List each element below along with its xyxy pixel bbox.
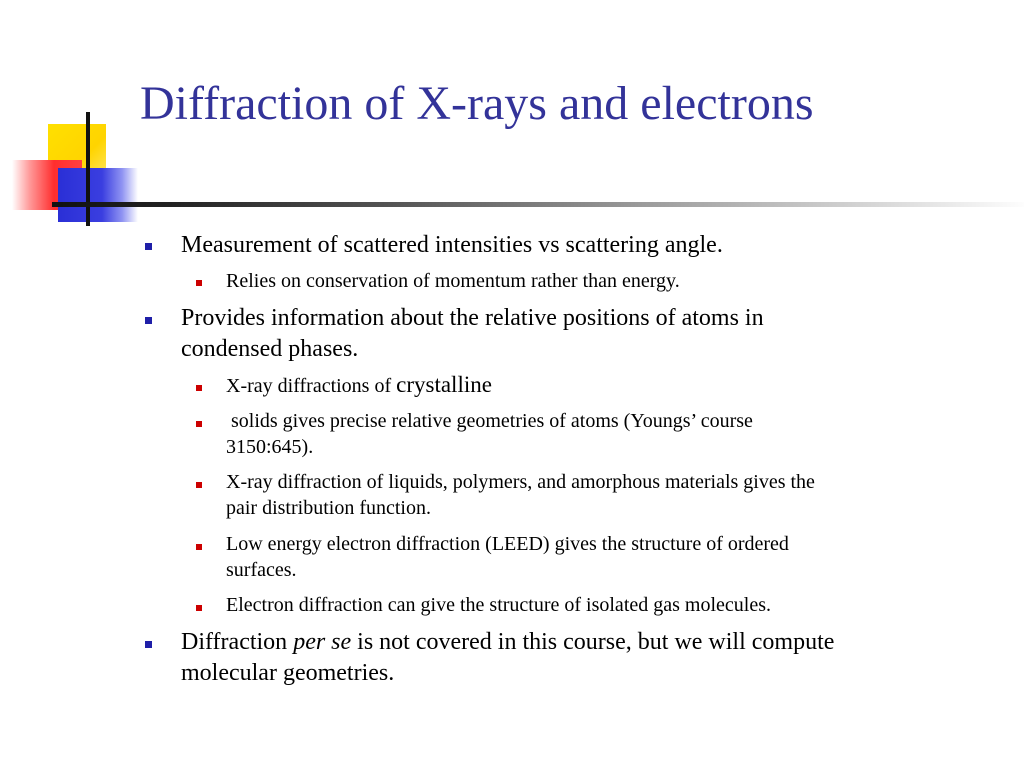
title-underline-rule bbox=[52, 202, 1024, 207]
bullet-marker-level1 bbox=[145, 641, 152, 648]
bullet-marker-level1 bbox=[145, 317, 152, 324]
decorative-logo bbox=[0, 0, 140, 230]
bullet-marker-level2 bbox=[196, 544, 202, 550]
bullet-marker-level2 bbox=[196, 280, 202, 286]
bullet-marker-level2 bbox=[196, 385, 202, 391]
bullet-level1-positions bbox=[181, 303, 981, 365]
bullet-marker-level2 bbox=[196, 605, 202, 611]
blue-square-decoration bbox=[58, 168, 138, 222]
bullet-text: Diffraction bbox=[181, 629, 294, 655]
bullet-marker-level2 bbox=[196, 482, 202, 488]
bullet-line: molecular geometries. bbox=[181, 660, 395, 686]
bullet-text: X-ray diffractions of bbox=[226, 375, 397, 397]
bullet-level2-leed bbox=[226, 531, 996, 583]
bullet-marker-level1 bbox=[145, 243, 152, 250]
bullet-line: solids gives precise relative geometries of atoms (Youngs’ course bbox=[226, 410, 753, 432]
bullet-level2-liquids bbox=[226, 469, 996, 521]
slide-title: Diffraction of X-rays and electrons bbox=[140, 77, 814, 130]
bullet-line: pair distribution function. bbox=[226, 497, 431, 519]
bullet-line: X-ray diffraction of liquids, polymers, and amorphous materials gives the bbox=[226, 471, 815, 493]
bullet-text: is not covered in this course, but we will compute bbox=[351, 629, 835, 655]
bullet-level1-diffraction-per-se bbox=[181, 627, 981, 689]
bullet-line: condensed phases. bbox=[181, 336, 359, 362]
bullet-text-italic: per se bbox=[293, 629, 352, 655]
bullet-line: 3150:645). bbox=[226, 436, 314, 458]
bullet-line: Low energy electron diffraction (LEED) gives the structure of ordered bbox=[226, 533, 789, 555]
bullet-level1-measurement: Measurement of scattered intensities vs scattering angle. bbox=[181, 232, 723, 258]
bullet-level2-solids bbox=[226, 408, 996, 460]
bullet-marker-level2 bbox=[196, 421, 202, 427]
bullet-level2-momentum: Relies on conservation of momentum rather than energy. bbox=[226, 270, 680, 292]
bullet-line: surfaces. bbox=[226, 559, 297, 581]
bullet-level2-electron-gas: Electron diffraction can give the structure of isolated gas molecules. bbox=[226, 594, 771, 616]
bullet-line: Provides information about the relative positions of atoms in bbox=[181, 305, 764, 331]
bullet-level2-xray-crystalline bbox=[226, 372, 996, 399]
bullet-text-emphasis: crystalline bbox=[396, 372, 492, 397]
vertical-rule bbox=[86, 112, 90, 226]
